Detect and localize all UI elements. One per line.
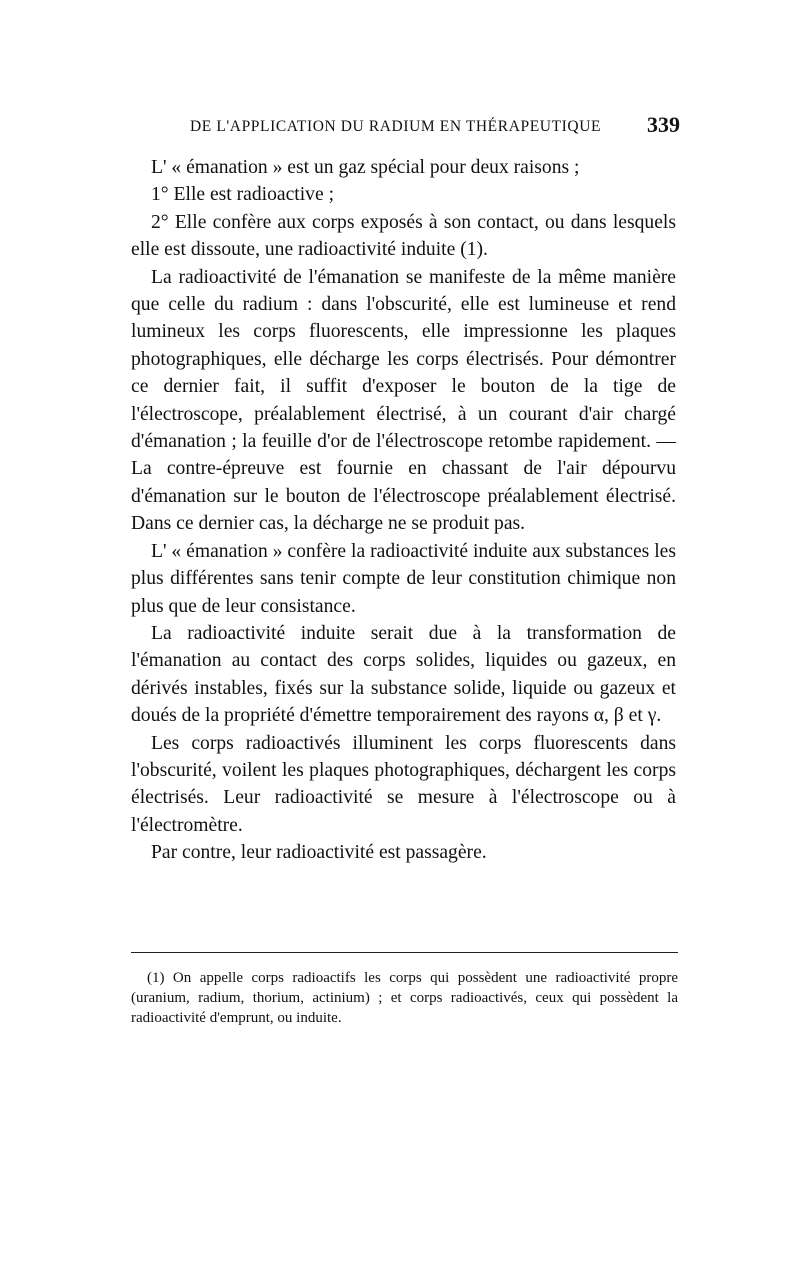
page-number: 339 <box>647 112 680 137</box>
paragraph: L' « émanation » est un gaz spécial pour deux raisons ; <box>151 157 580 178</box>
paragraph: Les corps radioactivés illuminent les corps fluorescents dans l'obscurité, voilent les plaques photographiques, déchargent les corps électrisés. Leur radioactivité se mesure à l'électroscope ou à l'électromètre. <box>131 732 676 836</box>
running-title: DE L'APPLICATION DU RADIUM EN THÉRAPEUTIQUE <box>190 118 602 135</box>
paragraph: 2° Elle confère aux corps exposés à son contact, ou dans lesquels elle est dissoute, une radioactivité induite (1). <box>131 211 676 261</box>
body-text <box>131 154 676 867</box>
paragraph: Par contre, leur radioactivité est passagère. <box>151 842 487 864</box>
footnote-rule <box>131 952 678 953</box>
footnote: (1) On appelle corps radioactifs les corps qui possèdent une radioactivité propre (uranium, radium, thorium, actinium) ; et corps radioactivés, ceux qui possèdent la radioactivité d'emprunt, ou induite. <box>131 970 678 1026</box>
paragraph: La radioactivité de l'émanation se manifeste de la même manière que celle du radium : dans l'obscurité, elle est lumineuse et rend lumineux les corps fluorescents, elle impressionne les plaques photographiques, elle décharge les corps électrisés. Pour démontrer ce dernier fait, il suffit d'exposer le bouton de la tige de l'électroscope, préalablement électrisé, à un courant d'air chargé d'émanation ; la feuille d'or de l'électroscope retombe rapidement. — La contre-épreuve est fournie en chassant de l'air dépourvu d'émanation sur le bouton de l'électroscope préalablement électrisé. Dans ce dernier cas, la décharge ne se produit pas. <box>131 266 676 535</box>
paragraph: L' « émanation » confère la radioactivité induite aux substances les plus différentes sans tenir compte de leur constitution chimique non plus que de leur consistance. <box>131 540 676 617</box>
page-header <box>190 112 680 144</box>
paragraph: 1° Elle est radioactive ; <box>151 184 335 206</box>
paragraph: La radioactivité induite serait due à la transformation de l'émanation au contact des corps solides, liquides ou gazeux, en dérivés instables, fixés sur la substance solide, liquide ou gazeux et doués de la propriété d'émettre temporairement des rayons α, β et γ. <box>131 622 676 727</box>
